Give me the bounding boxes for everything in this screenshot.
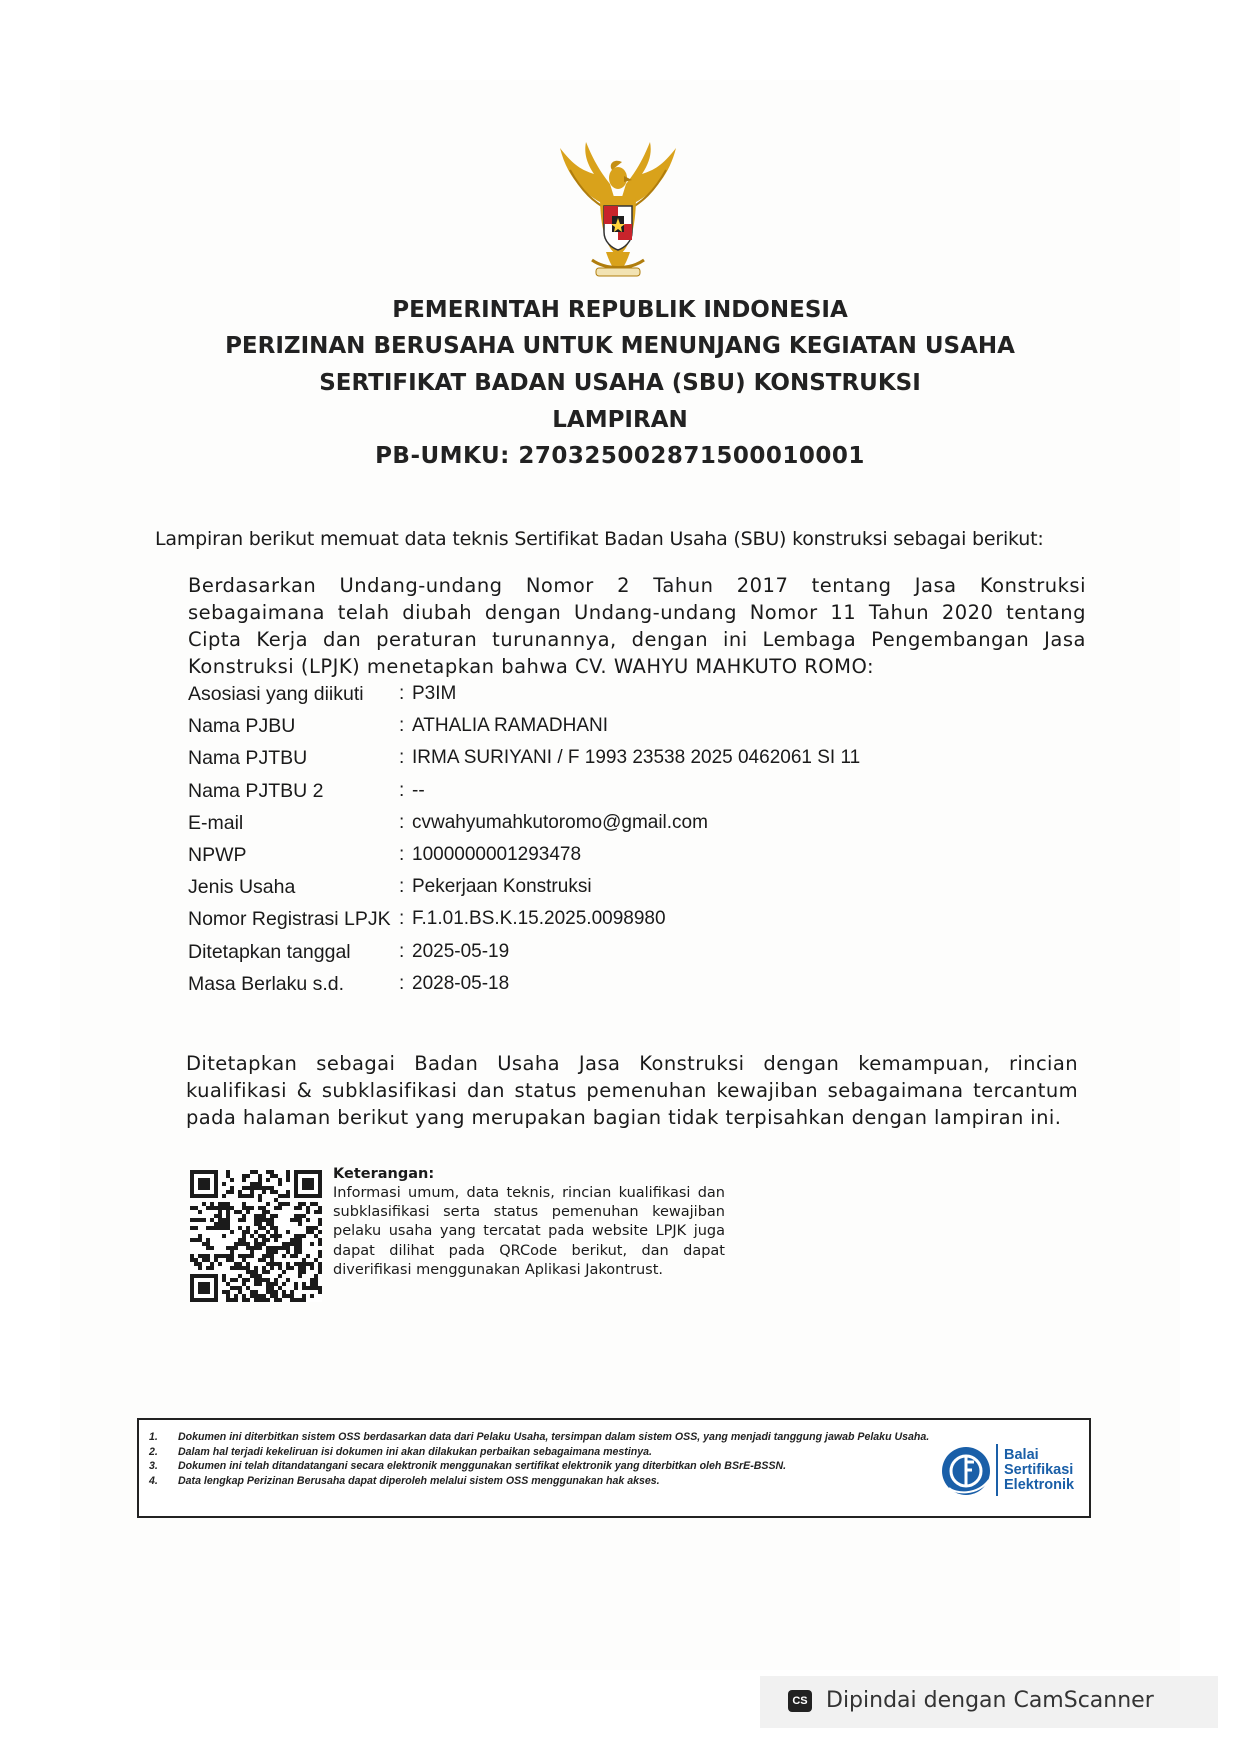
- footer-item-number: 2.: [149, 1445, 158, 1458]
- field-separator: :: [399, 715, 405, 737]
- bse-logo: [939, 1440, 1089, 1502]
- footer-item: [149, 1459, 949, 1474]
- field-value: 2025-05-19: [412, 940, 510, 962]
- field-label: Nomor Registrasi LPJK: [188, 908, 391, 931]
- footer-item-text: Data lengkap Perizinan Berusaha dapat diperoleh melalui sistem OSS menggunakan hak akses.: [178, 1474, 660, 1487]
- field-separator: :: [399, 876, 405, 898]
- field-label: Ditetapkan tanggal: [188, 940, 351, 963]
- footer-item: [149, 1445, 949, 1460]
- footer-item-number: 3.: [149, 1460, 158, 1473]
- field-row: [188, 683, 1068, 715]
- field-row: [188, 844, 1068, 876]
- camscanner-text: Dipindai dengan CamScanner: [826, 1688, 1154, 1713]
- field-row: [188, 941, 1068, 973]
- field-label: Jenis Usaha: [188, 876, 296, 899]
- field-label: Asosiasi yang diikuti: [188, 683, 364, 705]
- field-value: 1000000001293478: [412, 843, 582, 865]
- pb-umku-number: PB-UMKU: 270325002871500010001: [375, 443, 865, 469]
- footer-item: [149, 1474, 949, 1489]
- garuda-emblem-icon: [548, 140, 688, 285]
- field-separator: :: [399, 940, 405, 962]
- footer-item-number: 4.: [149, 1474, 158, 1487]
- field-value: P3IM: [412, 683, 457, 704]
- field-row: [188, 908, 1068, 940]
- field-label: E-mail: [188, 811, 244, 834]
- field-label: Masa Berlaku s.d.: [188, 972, 345, 995]
- footer-item-number: 1.: [149, 1431, 158, 1443]
- field-value: cvwahyumahkutoromo@gmail.com: [412, 811, 708, 833]
- field-label: Nama PJTBU: [188, 747, 308, 770]
- field-row: [188, 747, 1068, 779]
- decision-paragraph: Berdasarkan Undang-undang Nomor 2 Tahun 2017 tentang Jasa Konstruksi sebagaimana telah diubah dengan Undang-undang Nomor 11 Tahun 2020 tentang Cipta Kerja dan peraturan turunannya, dengan ini Lembaga Pengembangan Jasa Konstruksi (LPJK) menetapkan bahwa CV. WAHYU MAHKUTO ROMO:: [188, 574, 1086, 678]
- field-value: ATHALIA RAMADHANI: [412, 715, 609, 737]
- intro-text: Lampiran berikut memuat data teknis Sertifikat Badan Usaha (SBU) konstruksi sebagai berikut:: [155, 528, 1044, 550]
- field-row: [188, 973, 1068, 1005]
- field-separator: :: [399, 683, 405, 704]
- field-label: NPWP: [188, 843, 247, 866]
- field-value: IRMA SURIYANI / F 1993 23538 2025 0462061 SI 11: [412, 747, 861, 769]
- bse-logo-icon: [939, 1440, 993, 1498]
- header-line-2: PERIZINAN BERUSAHA UNTUK MENUNJANG KEGIATAN USAHA: [225, 333, 1015, 359]
- field-row: [188, 780, 1068, 812]
- footer-item: [149, 1430, 949, 1445]
- field-row: [188, 812, 1068, 844]
- field-separator: :: [399, 843, 405, 865]
- field-label: Nama PJTBU 2: [188, 779, 324, 802]
- footer-disclaimer-box: [137, 1418, 1091, 1518]
- header-line-1: PEMERINTAH REPUBLIK INDONESIA: [392, 297, 848, 323]
- camscanner-watermark: [760, 1676, 1218, 1728]
- bse-line-2: Sertifikasi: [1004, 1462, 1074, 1478]
- field-value: F.1.01.BS.K.15.2025.0098980: [412, 908, 666, 930]
- camscanner-logo-icon: CS: [788, 1690, 812, 1712]
- note-body: Informasi umum, data teknis, rincian kualifikasi dan subklasifikasi serta status pemenuhan kewajiban pelaku usaha yang tercatat pada website LPJK juga dapat dilihat pada QRCode berikut, dan dapat diverifikasi menggunakan Aplikasi Jakontrust.: [333, 1185, 725, 1278]
- field-row: [188, 876, 1068, 908]
- header-line-4: LAMPIRAN: [552, 407, 688, 433]
- field-separator: :: [399, 747, 405, 769]
- field-separator: :: [399, 811, 405, 833]
- company-fields: [188, 683, 1068, 1005]
- bse-line-3: Elektronik: [1004, 1477, 1075, 1493]
- footer-item-text: Dokumen ini diterbitkan sistem OSS berdasarkan data dari Pelaku Usaha, tersimpan dalam sistem OSS, yang menjadi tanggung jawab Pelaku Usaha.: [178, 1431, 930, 1443]
- note-title: Keterangan:: [333, 1166, 435, 1182]
- header-line-3: SERTIFIKAT BADAN USAHA (SBU) KONSTRUKSI: [319, 370, 921, 396]
- qr-code-icon[interactable]: [190, 1170, 322, 1302]
- field-row: [188, 715, 1068, 747]
- field-value: 2028-05-18: [412, 972, 510, 994]
- field-value: --: [412, 779, 425, 801]
- bse-line-1: Balai: [1004, 1447, 1039, 1463]
- footer-item-text: Dalam hal terjadi kekeliruan isi dokumen ini akan dilakukan perbaikan sebagaimana mestinya.: [178, 1445, 652, 1458]
- bse-divider: [996, 1444, 998, 1496]
- footer-item-text: Dokumen ini telah ditandatangani secara elektronik menggunakan sertifikat elektronik yang diterbitkan oleh BSrE-BSSN.: [178, 1460, 787, 1473]
- field-separator: :: [399, 779, 405, 801]
- field-label: Nama PJBU: [188, 715, 296, 738]
- footer-list: [149, 1430, 949, 1488]
- field-separator: :: [399, 972, 405, 994]
- qualification-paragraph: Ditetapkan sebagai Badan Usaha Jasa Konstruksi dengan kemampuan, rincian kualifikasi & subklasifikasi dan status pemenuhan kewajiban sebagaimana tercantum pada halaman berikut yang merupakan bagian tidak terpisahkan dengan lampiran ini.: [186, 1052, 1078, 1129]
- bse-wordmark: [1004, 1448, 1074, 1493]
- field-value: Pekerjaan Konstruksi: [412, 876, 592, 898]
- field-separator: :: [399, 908, 405, 930]
